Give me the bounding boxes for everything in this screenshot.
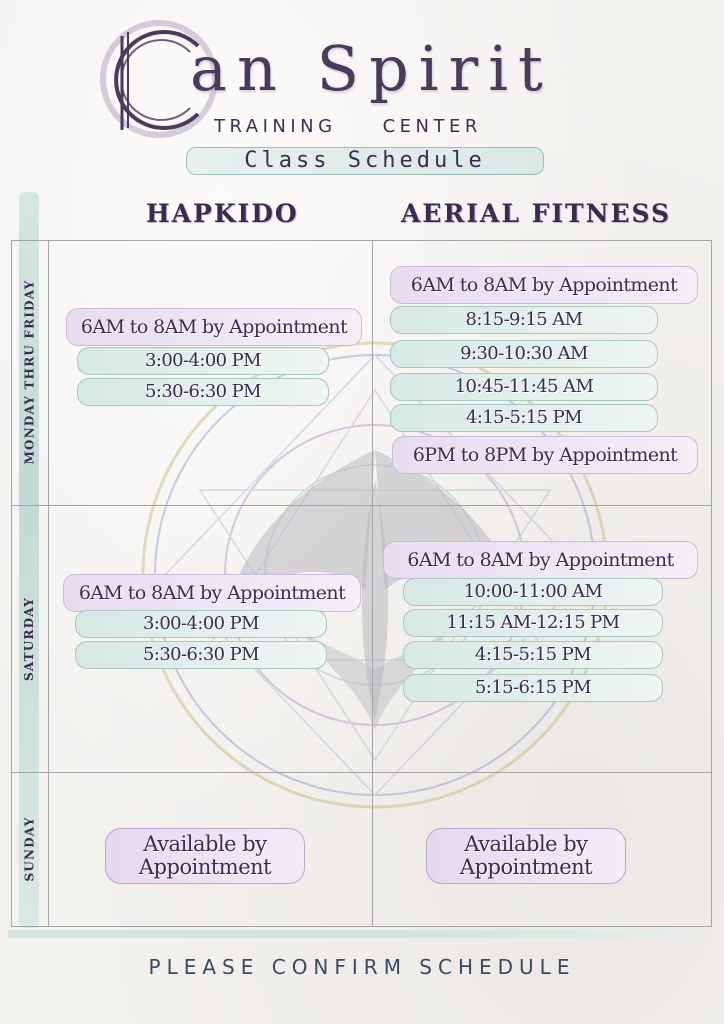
aerial-weekday-slot: 6AM to 8AM by Appointment: [390, 266, 698, 304]
aerial-saturday-slot: 11:15 AM-12:15 PM: [403, 609, 663, 637]
subtitle-training: TRAINING: [214, 116, 337, 137]
column-header-aerial-fitness: AERIAL FITNESS: [401, 199, 672, 228]
hapkido-sunday-line1: Available by: [143, 832, 267, 856]
aerial-sunday-badge: [426, 828, 626, 884]
hapkido-sunday-badge: [105, 828, 305, 884]
class-schedule-label: Class Schedule: [186, 147, 544, 175]
teal-brush-stroke-bottom: [8, 930, 708, 938]
aerial-weekday-slot: 4:15-5:15 PM: [390, 404, 658, 432]
hapkido-weekday-slot: 6AM to 8AM by Appointment: [66, 308, 362, 346]
aerial-saturday-slot: 4:15-5:15 PM: [403, 641, 663, 669]
title-text: an Spirit: [190, 32, 553, 105]
hapkido-saturday-slot: 3:00-4:00 PM: [75, 610, 327, 638]
aerial-saturday-slot: 5:15-6:15 PM: [403, 674, 663, 702]
column-header-hapkido: HAPKIDO: [146, 199, 299, 228]
aerial-saturday-slot: 6AM to 8AM by Appointment: [383, 541, 698, 579]
subtitle: [214, 116, 482, 137]
aerial-weekday-slot: 6PM to 8PM by Appointment: [392, 436, 698, 474]
hapkido-saturday-slot: 6AM to 8AM by Appointment: [63, 574, 361, 612]
footer-note: PLEASE CONFIRM SCHEDULE: [148, 955, 576, 979]
hapkido-saturday-slot: 5:30-6:30 PM: [75, 641, 327, 669]
day-label-sunday: SUNDAY: [22, 816, 36, 881]
aerial-saturday-slot: 10:00-11:00 AM: [403, 578, 663, 606]
app-title: [190, 32, 553, 105]
hapkido-weekday-slot: 3:00-4:00 PM: [77, 347, 329, 375]
hapkido-weekday-slot: 5:30-6:30 PM: [77, 378, 329, 406]
aerial-weekday-slot: 10:45-11:45 AM: [390, 373, 658, 401]
aerial-weekday-slot: 8:15-9:15 AM: [390, 306, 658, 334]
day-label-weekday: MONDAY THRU FRIDAY: [22, 279, 36, 465]
aerial-weekday-slot: 9:30-10:30 AM: [390, 340, 658, 368]
day-label-saturday: SATURDAY: [22, 596, 37, 681]
aerial-sunday-line2: Appointment: [459, 855, 593, 879]
hapkido-sunday-line2: Appointment: [138, 855, 272, 879]
subtitle-center: CENTER: [382, 116, 482, 137]
aerial-sunday-line1: Available by: [464, 832, 588, 856]
